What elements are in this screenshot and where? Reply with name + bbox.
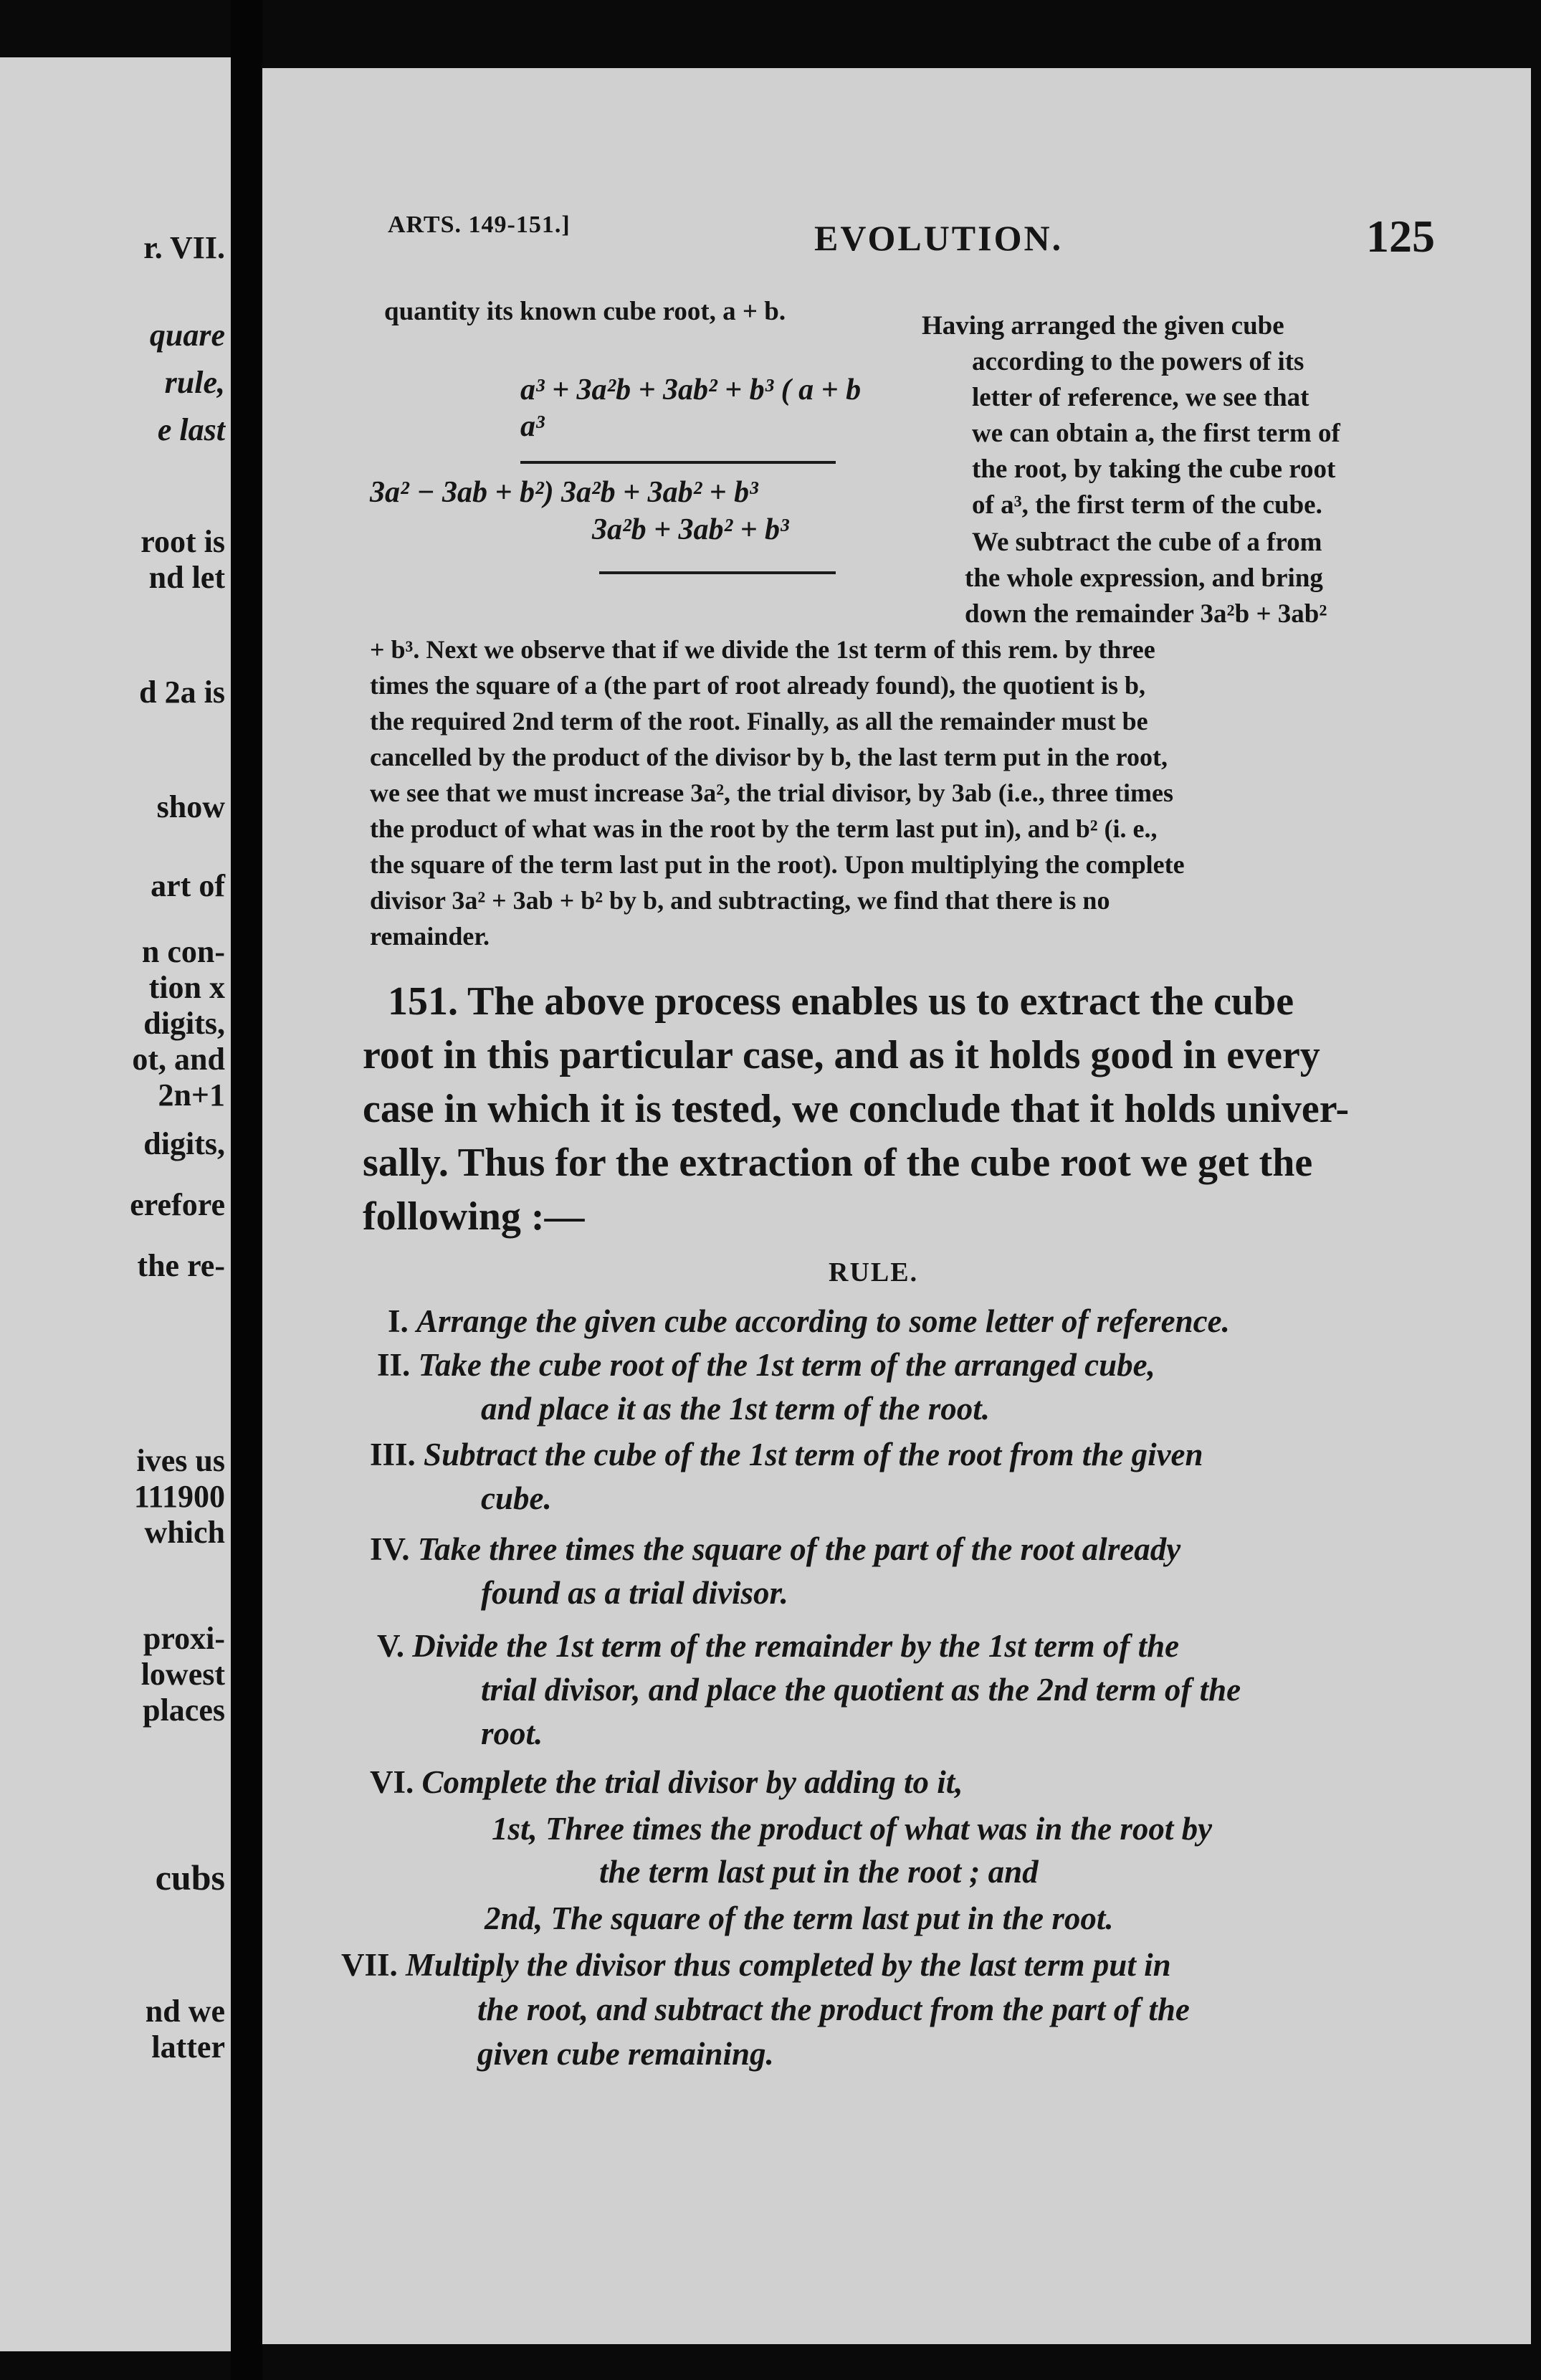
left-page-line: nd we xyxy=(145,1994,225,2029)
rule-item-5: V. Divide the 1st term of the remainder by the 1st term of the xyxy=(377,1628,1180,1664)
para-line: divisor 3a² + 3ab + b² by b, and subtracting, we find that there is no xyxy=(370,886,1110,915)
article-151-line: case in which it is tested, we conclude that it holds univer- xyxy=(363,1087,1350,1131)
left-page-line: lowest xyxy=(140,1657,225,1692)
para-line: the product of what was in the root by the term last put in), and b² (i. e., xyxy=(370,814,1158,843)
derivation-intro: quantity its known cube root, a + b. xyxy=(384,297,786,326)
rule-item-7-cont: given cube remaining. xyxy=(477,2036,774,2072)
derivation-rule-top xyxy=(520,461,836,464)
para-line: times the square of a (the part of root already found), the quotient is b, xyxy=(370,671,1145,700)
rule-item-6: VI. Complete the trial divisor by adding to it, xyxy=(370,1764,963,1800)
derivation-line-2: a³ xyxy=(520,410,545,443)
rule-item-5-cont: root. xyxy=(481,1715,543,1751)
left-page-line: 111900 xyxy=(133,1479,225,1514)
left-page-line: quare xyxy=(149,318,225,353)
left-page-line: digits, xyxy=(143,1126,225,1161)
left-page-line: latter xyxy=(151,2029,225,2065)
left-page-fragment xyxy=(0,57,231,2351)
side-text-line: Having arranged the given cube xyxy=(922,311,1284,341)
derivation-subtract-line: 3a²b + 3ab² + b³ xyxy=(592,513,789,546)
derivation-line-1: a³ + 3a²b + 3ab² + b³ ( a + b xyxy=(520,373,862,406)
rule-item-4: IV. Take three times the square of the part of the root already xyxy=(370,1531,1181,1567)
page-number: 125 xyxy=(1366,211,1435,262)
derivation-rule-bottom xyxy=(599,571,836,574)
rule-item-6-sub: 2nd, The square of the term last put in the root. xyxy=(485,1900,1114,1936)
main-page xyxy=(262,68,1531,2344)
para-line: remainder. xyxy=(370,922,490,951)
para-line: we see that we must increase 3a², the trial divisor, by 3ab (i.e., three times xyxy=(370,779,1173,807)
chapter-title: EVOLUTION. xyxy=(814,218,1064,258)
rule-item-7-cont: the root, and subtract the product from the part of the xyxy=(477,1991,1190,2027)
rule-item-1: I. Arrange the given cube according to some letter of reference. xyxy=(388,1303,1230,1339)
rule-item-7: VII. Multiply the divisor thus completed by the last term put in xyxy=(341,1947,1171,1983)
article-range: ARTS. 149-151.] xyxy=(388,211,571,238)
derivation-divisor-line: 3a² − 3ab + b²) 3a²b + 3ab² + b³ xyxy=(370,476,758,509)
para-line: the required 2nd term of the root. Finally, as all the remainder must be xyxy=(370,707,1148,736)
left-page-line: places xyxy=(143,1693,225,1728)
left-page-line: 2n+1 xyxy=(158,1077,225,1113)
side-text-line: We subtract the cube of a from xyxy=(972,528,1322,557)
para-line: + b³. Next we observe that if we divide the 1st term of this rem. by three xyxy=(370,635,1155,664)
article-151-line: sally. Thus for the extraction of the cube root we get the xyxy=(363,1141,1313,1185)
left-page-line: root is xyxy=(140,524,225,559)
side-text-line: according to the powers of its xyxy=(972,347,1304,376)
left-page-line: tion x xyxy=(148,970,225,1005)
rule-item-3: III. Subtract the cube of the 1st term of the root from the given xyxy=(370,1437,1203,1472)
side-text-line: of a³, the first term of the cube. xyxy=(972,490,1322,520)
left-page-line: which xyxy=(144,1515,225,1550)
rule-item-6-sub: 1st, Three times the product of what was in the root by xyxy=(492,1811,1213,1847)
left-page-line: ot, and xyxy=(132,1042,225,1077)
left-page-line: the re- xyxy=(137,1248,225,1283)
left-page-line: digits, xyxy=(143,1006,225,1041)
left-page-line: cubs xyxy=(155,1857,225,1898)
rule-item-2-cont: and place it as the 1st term of the root. xyxy=(481,1391,991,1427)
article-151-line: following :— xyxy=(363,1194,585,1239)
para-line: the square of the term last put in the root). Upon multiplying the complete xyxy=(370,850,1185,879)
rule-item-4-cont: found as a trial divisor. xyxy=(481,1575,788,1611)
side-text-line: we can obtain a, the first term of xyxy=(972,419,1340,448)
side-text-line: the whole expression, and bring xyxy=(965,563,1323,593)
left-page-line: art of xyxy=(151,868,225,903)
side-text-line: down the remainder 3a²b + 3ab² xyxy=(965,599,1327,629)
left-page-line: e last xyxy=(157,412,225,447)
side-text-line: the root, by taking the cube root xyxy=(972,454,1336,484)
rule-item-6-sub-cont: the term last put in the root ; and xyxy=(599,1854,1039,1890)
article-151-line: 151. The above process enables us to extract the cube xyxy=(388,979,1294,1024)
para-line: cancelled by the product of the divisor by b, the last term put in the root, xyxy=(370,743,1168,771)
left-page-line: d 2a is xyxy=(139,675,225,710)
left-page-line: n con- xyxy=(141,934,225,969)
left-page-line: proxi- xyxy=(143,1621,225,1656)
left-page-line: show xyxy=(156,789,225,824)
page-gutter xyxy=(231,0,262,2380)
left-page-line: erefore xyxy=(130,1187,225,1222)
article-151-line: root in this particular case, and as it holds good in every xyxy=(363,1033,1320,1077)
left-page-line: r. VII. xyxy=(143,230,225,265)
left-page-line: nd let xyxy=(148,560,225,595)
left-page-line: rule, xyxy=(164,365,225,400)
left-page-line: ives us xyxy=(136,1443,225,1478)
rule-item-2: II. Take the cube root of the 1st term of the arranged cube, xyxy=(377,1347,1155,1383)
rule-item-5-cont: trial divisor, and place the quotient as the 2nd term of the xyxy=(481,1672,1241,1708)
side-text-line: letter of reference, we see that xyxy=(972,383,1309,412)
rule-item-3-cont: cube. xyxy=(481,1480,552,1516)
rule-heading: RULE. xyxy=(829,1257,919,1287)
